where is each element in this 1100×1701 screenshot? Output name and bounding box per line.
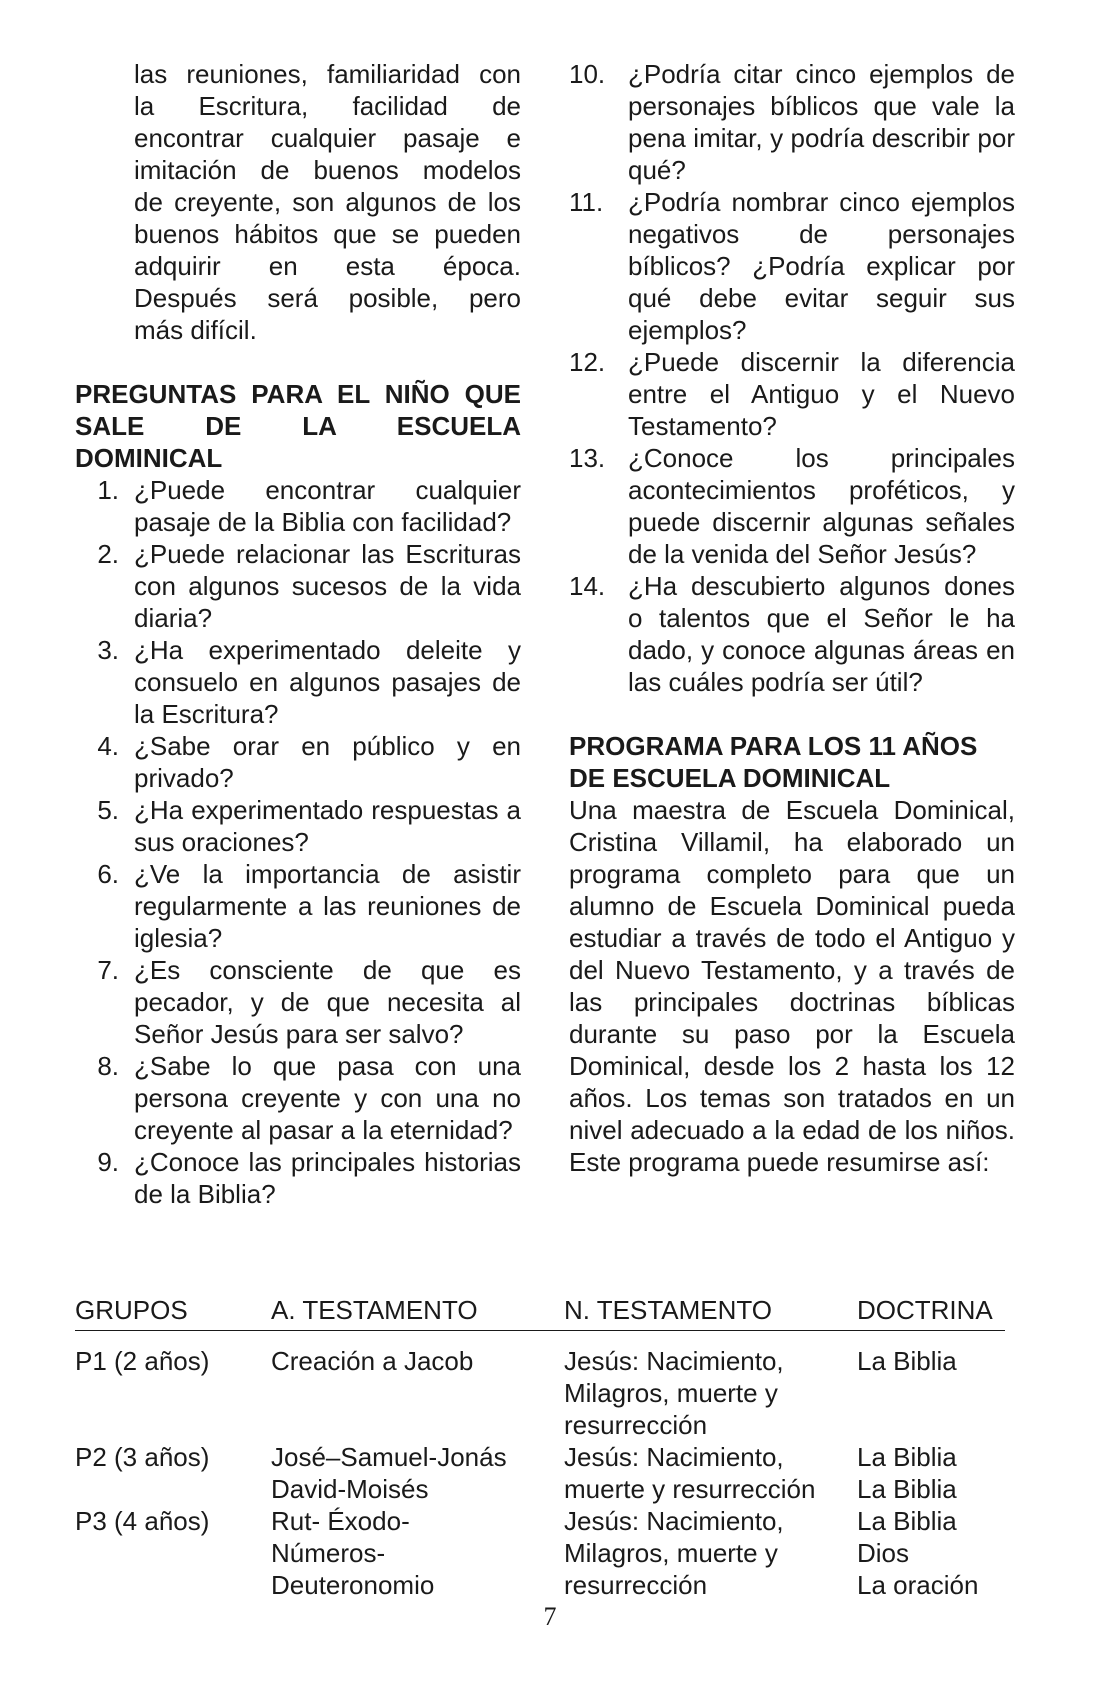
item-text: ¿Conoce los principales acontecimientos proféticos, y puede discernir algunas señales de la venida del Señor Jesús? <box>628 443 1015 569</box>
cell-line: Jesús: Nacimiento, <box>564 1442 784 1472</box>
column-header: N. TESTAMENTO <box>564 1295 773 1325</box>
cell-grupo: P2 (3 años) <box>75 1442 210 1472</box>
column-header: DOCTRINA <box>857 1295 993 1325</box>
list-item <box>75 1050 521 1146</box>
list-item <box>75 634 521 730</box>
intro-line: la Escritura, facilidad de <box>134 91 521 121</box>
list-item <box>75 730 521 794</box>
questions-list-right <box>569 58 1015 698</box>
program-table <box>75 1294 1005 1601</box>
item-text: ¿Es consciente de que es pecador, y de que necesita al Señor Jesús para ser salvo? <box>134 955 521 1049</box>
list-item <box>75 794 521 858</box>
intro-line: Después será posible, pero <box>134 283 521 313</box>
table-header <box>75 1294 1005 1331</box>
list-item <box>569 570 1015 698</box>
list-item <box>75 474 521 538</box>
item-number: 4. <box>97 731 119 761</box>
item-text: ¿Puede discernir la diferencia entre el Antiguo y el Nuevo Testamento? <box>628 347 1015 441</box>
section-heading-programa <box>569 730 1015 794</box>
cell-line: José–Samuel-Jonás <box>271 1442 507 1472</box>
item-number: 9. <box>97 1147 119 1177</box>
item-number: 7. <box>97 955 119 985</box>
intro-line: adquirir en esta época. <box>134 251 521 281</box>
cell-grupo: P1 (2 años) <box>75 1346 210 1376</box>
intro-paragraph <box>75 58 521 346</box>
item-number: 13. <box>569 443 606 473</box>
cell-line: Números- <box>271 1538 386 1568</box>
heading-line: PROGRAMA PARA LOS 11 AÑOS <box>569 731 978 761</box>
cell-line: Milagros, muerte y <box>564 1538 778 1568</box>
intro-line: encontrar cualquier pasaje e <box>134 123 521 153</box>
list-item <box>75 858 521 954</box>
item-text: ¿Puede relacionar las Escrituras con algunos sucesos de la vida diaria? <box>134 539 521 633</box>
intro-line: imitación de buenos modelos <box>134 155 521 185</box>
heading-line: SALE DE LA ESCUELA <box>75 411 521 441</box>
item-number: 8. <box>97 1051 119 1081</box>
item-number: 14. <box>569 571 606 601</box>
item-number: 3. <box>97 635 119 665</box>
cell-doctrina <box>857 1345 1005 1377</box>
intro-line: las reuniones, familiaridad con <box>134 59 521 89</box>
item-text: ¿Puede encontrar cualquier pasaje de la Biblia con facilidad? <box>134 475 521 537</box>
cell-line: Dios <box>857 1538 910 1568</box>
questions-list-left <box>75 474 521 1210</box>
item-text: ¿Conoce las principales historias de la Biblia? <box>134 1147 521 1209</box>
cell-nt <box>564 1505 854 1601</box>
cell-nt <box>564 1441 854 1505</box>
heading-line: DE ESCUELA DOMINICAL <box>569 763 891 793</box>
table-row <box>75 1505 1005 1601</box>
cell-doctrina <box>857 1441 1005 1505</box>
cell-nt <box>564 1345 854 1441</box>
cell-line: Rut- Éxodo- <box>271 1506 410 1536</box>
cell-line: Deuteronomio <box>271 1570 435 1600</box>
cell-line: La Biblia <box>857 1346 957 1376</box>
item-number: 11. <box>569 187 604 217</box>
item-number: 2. <box>97 539 119 569</box>
list-item <box>569 346 1015 442</box>
cell-line: Creación a Jacob <box>271 1346 474 1376</box>
item-text: ¿Ha experimentado deleite y consuelo en algunos pasajes de la Escritura? <box>134 635 521 729</box>
item-text: ¿Sabe orar en público y en privado? <box>134 731 521 793</box>
cell-line: Milagros, muerte y <box>564 1378 778 1408</box>
item-number: 10. <box>569 59 606 89</box>
item-text: ¿Ha experimentado respuestas a sus oraciones? <box>134 795 521 857</box>
cell-line: La Biblia <box>857 1442 957 1472</box>
cell-line: David-Moisés <box>271 1474 429 1504</box>
intro-line: buenos hábitos que se pueden <box>134 219 521 249</box>
cell-line: resurrección <box>564 1570 708 1600</box>
right-column <box>569 58 1015 1178</box>
table-row <box>75 1441 1005 1505</box>
heading-line: DOMINICAL <box>75 443 223 473</box>
cell-line: La oración <box>857 1570 979 1600</box>
item-text: ¿Ha descubierto algunos dones o talentos que el Señor le ha dado, y conoce algunas áreas en las cuáles podría ser útil? <box>628 571 1015 697</box>
cell-doctrina <box>857 1505 1005 1601</box>
item-number: 5. <box>97 795 119 825</box>
cell-at <box>271 1505 561 1601</box>
item-number: 6. <box>97 859 119 889</box>
program-paragraph: Una maestra de Escuela Dominical, Cristina Villamil, ha elaborado un programa completo para que un alumno de Escuela Dominical pueda estudiar a través de todo el Antiguo y del Nuevo Testamento, y a través de las principales doctrinas bíblicas durante su paso por la Escuela Dominical, desde los 2 hasta los 12 años. Los temas son tratados en un nivel adecuado a la edad de los niños. Este programa puede resumirse así: <box>569 795 1015 1177</box>
column-header: A. TESTAMENTO <box>271 1295 478 1325</box>
item-text: ¿Podría citar cinco ejemplos de personajes bíblicos que vale la pena imitar, y podría describir por qué? <box>628 59 1015 185</box>
cell-grupo: P3 (4 años) <box>75 1506 210 1536</box>
heading-line: PREGUNTAS PARA EL NIÑO QUE <box>75 379 521 409</box>
intro-line: más difícil. <box>134 315 257 345</box>
list-item <box>569 186 1015 346</box>
list-item <box>75 954 521 1050</box>
list-item <box>75 538 521 634</box>
item-text: ¿Podría nombrar cinco ejemplos negativos de personajes bíblicos? ¿Podría explicar por qué debe evitar seguir sus ejemplos? <box>628 187 1015 345</box>
item-number: 1. <box>97 475 119 505</box>
left-column <box>75 58 521 1210</box>
cell-at <box>271 1345 561 1377</box>
intro-line: de creyente, son algunos de los <box>134 187 521 217</box>
list-item <box>75 1146 521 1210</box>
item-text: ¿Ve la importancia de asistir regularmente a las reuniones de iglesia? <box>134 859 521 953</box>
item-text: ¿Sabe lo que pasa con una persona creyente y con una no creyente al pasar a la eternidad? <box>134 1051 521 1145</box>
cell-line: La Biblia <box>857 1506 957 1536</box>
cell-line: resurrección <box>564 1410 708 1440</box>
cell-at <box>271 1441 561 1505</box>
column-header: GRUPOS <box>75 1295 188 1325</box>
list-item <box>569 58 1015 186</box>
item-number: 12. <box>569 347 606 377</box>
page-number: 7 <box>543 1602 557 1631</box>
table-row <box>75 1345 1005 1441</box>
list-item <box>569 442 1015 570</box>
cell-line: Jesús: Nacimiento, <box>564 1346 784 1376</box>
section-heading-preguntas <box>75 378 521 474</box>
cell-line: muerte y resurrección <box>564 1474 816 1504</box>
cell-line: Jesús: Nacimiento, <box>564 1506 784 1536</box>
cell-line: La Biblia <box>857 1474 957 1504</box>
